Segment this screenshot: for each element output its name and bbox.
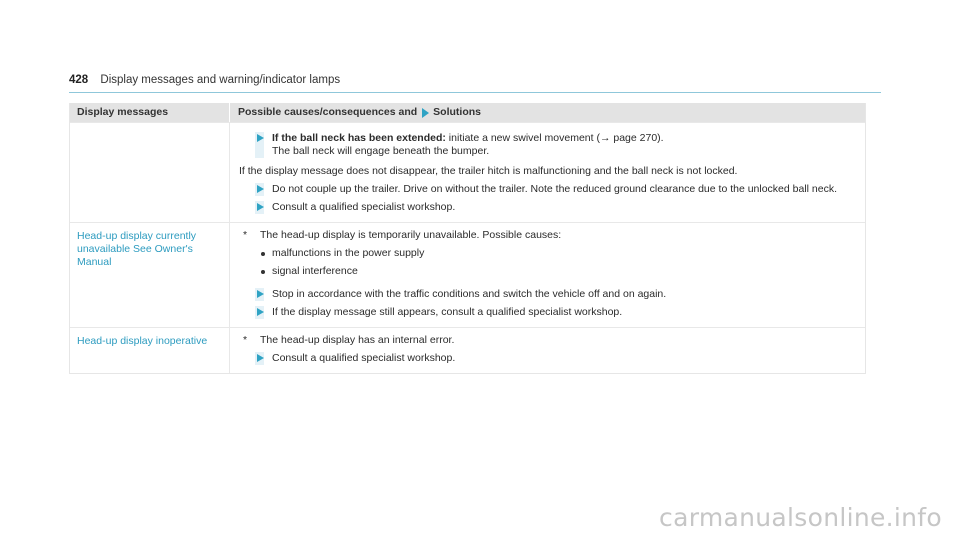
solution-arrow-icon [422, 108, 429, 118]
causes-cell [230, 328, 865, 373]
cause-line [239, 229, 857, 242]
arrow-right-icon [257, 308, 264, 316]
step-text: Stop in accordance with the traffic conditions and switch the vehicle off and on again. [272, 288, 667, 300]
table-row [70, 327, 865, 373]
display-message: Head-up display currently unavailable See Owner's Manual [70, 223, 230, 327]
cause-line [239, 334, 857, 347]
display-message [70, 123, 230, 222]
list-item-text: signal interference [272, 265, 358, 277]
list-item-text: malfunctions in the power supply [272, 247, 425, 259]
solution-step [239, 352, 857, 365]
step-text: Consult a qualified specialist workshop. [272, 352, 456, 364]
arrow-right-icon [257, 290, 264, 298]
cause-text: The head-up display has an internal error. [260, 334, 455, 346]
solution-step [239, 132, 857, 158]
display-message: Head-up display inoperative [70, 328, 230, 373]
step-text: initiate a new swivel movement (→ page 270). [445, 132, 664, 144]
step-text: If the display message still appears, consult a qualified specialist workshop. [272, 306, 623, 318]
watermark: carmanualsonline.info [659, 503, 942, 532]
step-text-line2: The ball neck will engage beneath the bumper. [272, 145, 490, 157]
step-marker [255, 132, 264, 158]
table-row [70, 122, 865, 222]
table-row [70, 222, 865, 327]
solution-step [239, 201, 857, 214]
arrow-right-icon [257, 203, 264, 211]
causes-cell [230, 123, 865, 222]
solution-step [239, 183, 857, 196]
column-heading-display-messages: Display messages [70, 103, 230, 122]
arrow-right-icon [257, 134, 264, 142]
page-header [69, 74, 881, 93]
messages-table [69, 103, 866, 374]
cause-text: The head-up display is temporarily unavailable. Possible causes: [260, 229, 562, 241]
step-marker [255, 201, 264, 214]
step-text: Do not couple up the trailer. Drive on without the trailer. Note the reduced ground clearance due to the unlocked ball neck. [272, 183, 838, 195]
step-marker [255, 288, 264, 301]
step-marker [255, 183, 264, 196]
arrow-right-icon [257, 354, 264, 362]
solution-step [239, 306, 857, 319]
step-marker [255, 352, 264, 365]
cause-text: If the display message does not disappear, the trailer hitch is malfunctioning and the ball neck is not locked. [239, 165, 738, 177]
causes-heading-text: Possible causes/consequences and [238, 106, 418, 118]
star-marker: * [243, 334, 248, 346]
star-marker: * [243, 229, 248, 241]
step-marker [255, 306, 264, 319]
step-text: Consult a qualified specialist workshop. [272, 201, 456, 213]
bullet-icon [261, 270, 265, 274]
column-heading-causes [230, 103, 865, 122]
page-number: 428 [69, 74, 89, 86]
solutions-heading-text: Solutions [433, 106, 482, 118]
list-item [239, 265, 857, 278]
cause-list [239, 247, 857, 278]
causes-cell [230, 223, 865, 327]
page-title: Display messages and warning/indicator lamps [100, 74, 341, 86]
step-condition: If the ball neck has been extended: [272, 132, 446, 144]
bullet-icon [261, 252, 265, 256]
arrow-right-icon [257, 185, 264, 193]
solution-step [239, 288, 857, 301]
list-item [239, 247, 857, 260]
table-header [70, 103, 865, 122]
